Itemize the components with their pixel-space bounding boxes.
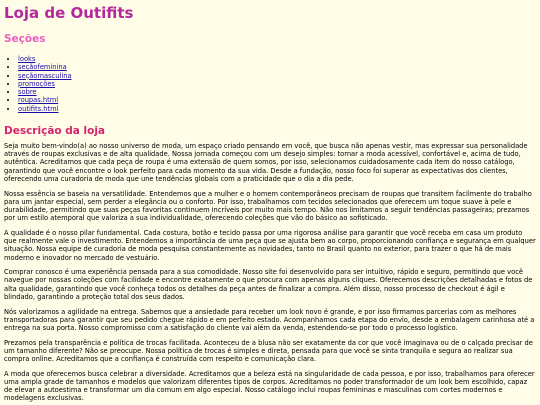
about-paragraph: Nós valorizamos a agilidade na entrega. Sabemos que a ansiedade para receber um look novo é grande, e por isso firmamos parcerias com as melhores transportadoras para garantir que seu pedido chegue rápido e em perfeito estado. Acompanhamos cada etapa do envio, desde a embalagem carinhosa até a entrega na sua porta. Nosso compromisso com a satisfação do cliente vai além da venda, estendendo-se por todo o processo logístico.	[4, 307, 535, 332]
sections-nav-list	[4, 55, 536, 113]
nav-link-secaofeminina[interactable]: seçãofeminina	[18, 63, 67, 72]
nav-item-promocoes	[18, 80, 536, 88]
nav-link-roupas[interactable]: roupas.html	[18, 96, 59, 105]
nav-link-promocoes[interactable]: promoções	[18, 79, 55, 88]
nav-item-looks	[18, 55, 536, 63]
nav-link-secaomasculina[interactable]: seçãomasculina	[18, 71, 72, 80]
nav-link-outifits[interactable]: outifits.html	[18, 104, 59, 113]
nav-item-sobre	[18, 88, 536, 96]
nav-item-outifits	[18, 105, 536, 113]
about-paragraph: Comprar conosco é uma experiência pensada para a sua comodidade. Nosso site foi desenvolvido para ser intuitivo, rápido e seguro, permitindo que você navegue por nossas coleções com facilidade e encontre exatamente o que procura com apenas alguns cliques. Oferecemos descrições detalhadas e fotos de alta qualidade, garantindo que você conheça todos os detalhes da peça antes de finalizar a compra. Além disso, nosso processo de checkout é ágil e blindado, garantindo a proteção total dos seus dados.	[4, 268, 533, 301]
about-paragraph: Seja muito bem-vindo(a) ao nosso universo de moda, um espaço criado pensando em você, que busca não apenas vestir, mas expressar sua personalidade através de roupas exclusivas e de alta qualidade. Nossa jornada começou com um desejo simples: tornar a moda acessível, confortável e, acima de tudo, autêntica. Acreditamos que cada peça de roupa é uma extensão de quem somos, por isso, selecionamos cuidadosamente cada item do nosso catálogo, garantindo que você encontre o look perfeito para cada momento da sua vida. Desde a fundação, nosso foco foi superar as expectativas dos clientes, oferecendo uma curadoria de moda que une tendências globais com a praticidade que o dia a dia pede.	[4, 142, 528, 183]
page-title: Loja de Outifits	[4, 4, 134, 22]
nav-item-secaofeminina	[18, 63, 536, 71]
about-content	[4, 142, 536, 402]
about-paragraph: Nossa essência se baseia na versatilidade. Entendemos que a mulher e o homem contemporâneos precisam de roupas que transitem facilmente do trabalho para um jantar especial, sem perder a elegância ou o conforto. Por isso, trabalhamos com tecidos selecionados que oferecem um toque suave à pele e durabilidade, permitindo que suas peças favoritas continuem incríveis por muito mais tempo. Não nos limitamos a seguir tendências passageiras; prezamos por um estilo atemporal que valoriza a sua individualidade, oferecendo coleções que vão do básico ao sofisticado.	[4, 189, 532, 223]
nav-link-sobre[interactable]: sobre	[18, 88, 37, 97]
about-heading: Descrição da loja	[4, 125, 106, 138]
nav-item-secaomasculina	[18, 72, 536, 80]
sections-heading: Seções	[4, 33, 46, 45]
about-paragraph: A moda que oferecemos busca celebrar a diversidade. Acreditamos que a beleza está na singularidade de cada pessoa, e por isso, trabalhamos para oferecer uma ampla grade de tamanhos e modelos que valorizam diferentes tipos de corpos. Acreditamos no poder transformador de um look bem escolhido, capaz de elevar a autoestima e transformar um dia comum em algo especial. Nosso catálogo inclui roupas femininas e masculinas com cortes modernos e modelagens exclusivas.	[4, 369, 535, 403]
nav-link-looks[interactable]: looks	[18, 55, 36, 63]
about-paragraph: Prezamos pela transparência e política de trocas facilitada. Aconteceu de a blusa não ser exatamente da cor que você imaginava ou de o calçado precisar de um tamanho diferente? Não se preocupe. Nossa política de trocas é simples e direta, pensada para que você se sinta tranquila e segura ao realizar sua compra online. Acreditamos que a confiança é construída com respeito e comunicação clara.	[4, 338, 533, 364]
about-paragraph: A qualidade é o nosso pilar fundamental. Cada costura, botão e tecido passa por uma rigorosa análise para garantir que você receba em casa um produto que realmente vale o investimento. Entendemos a importância de uma peça que se ajusta bem ao corpo, proporcionando confiança e segurança em qualquer situação. Nossa equipe de curadoria de moda pesquisa constantemente as novidades, tanto no Brasil quanto no exterior, para trazer o que há de mais moderno e inovador no mercado de vestuário.	[4, 228, 536, 262]
nav-item-roupas	[18, 96, 536, 104]
